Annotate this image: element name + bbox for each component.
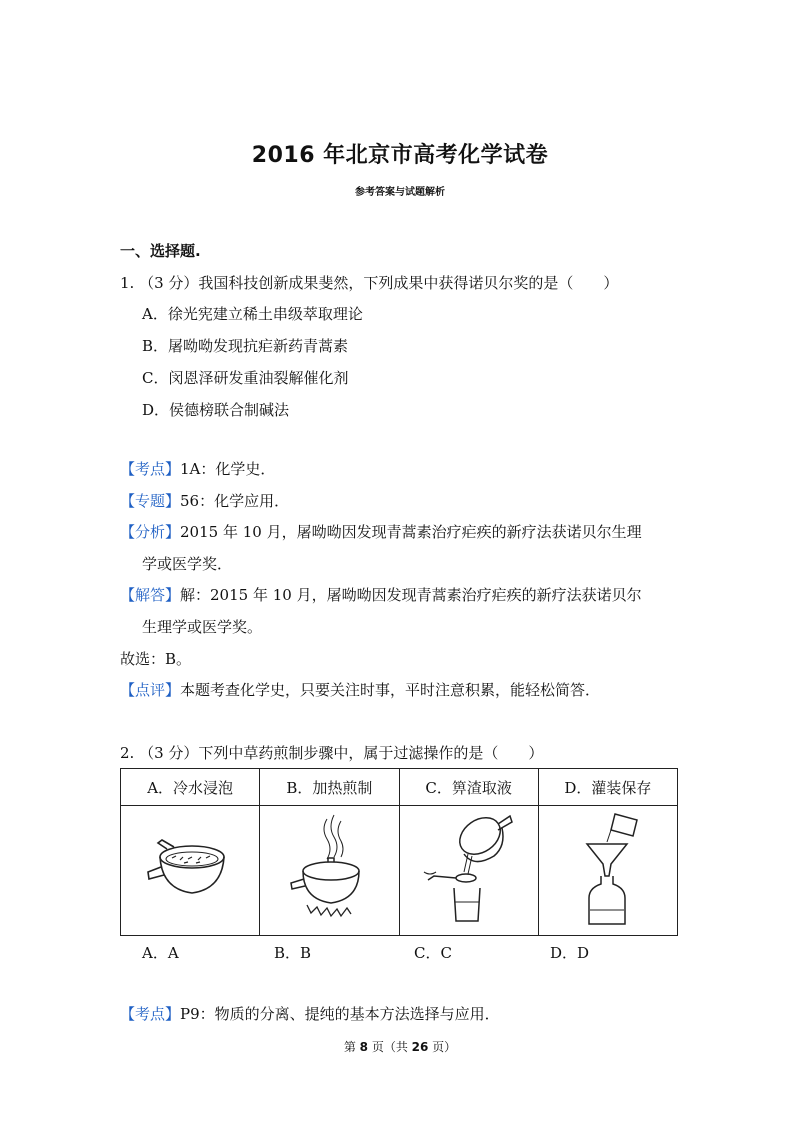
header-cell-c: C．箅渣取液 [399,769,538,806]
header-cell-d: D．灌装保存 [538,769,677,806]
fenxi-text-line1: 2015 年 10 月，屠呦呦因发现青蒿素治疗疟疾的新疗法获诺贝尔生理 [180,523,642,541]
page-footer [0,1038,800,1055]
image-cell-d [538,806,677,936]
q1-option-b: B．屠呦呦发现抗疟新药青蒿素 [142,337,349,355]
q2-option-a: A．A [142,944,179,962]
q1-option-a: A．徐光宪建立稀土串级萃取理论 [142,305,363,323]
zhuanti-text: 56：化学应用． [180,492,290,510]
page-title: 2016 年北京市高考化学试卷 [251,143,549,168]
boiling-pot-illustration [279,809,379,929]
zhuanti-tag: 【专题】 [120,492,181,510]
header-cell-b: B．加热煎制 [260,769,399,806]
q2-kaodian [120,1003,500,1024]
q2-option-d: D．D [550,944,590,962]
q1-stem: 1. （3 分）我国科技创新成果斐然，下列成果中获得诺贝尔奖的是（ ） [120,274,619,292]
soaking-pot-illustration [140,819,240,919]
jieda-tag: 【解答】 [120,586,181,604]
q1-option-d: D．侯德榜联合制碱法 [142,401,290,419]
jieda-text-line2: 生理学或医学奖。 [142,618,263,636]
footer-mid: 页（共 [368,1040,412,1054]
image-cell-c [399,806,538,936]
kaodian-text: 1A：化学史． [180,460,276,478]
q2-stem: 2. （3 分）下列中草药煎制步骤中，属于过滤操作的是（ ） [120,744,544,762]
q2-options-table [120,768,678,936]
page-subtitle: 参考答案与试题解析 [355,187,445,198]
footer-post: 页） [428,1040,457,1054]
kaodian-tag: 【考点】 [120,460,181,478]
q1-jieda [120,584,642,605]
q2-option-c: C．C [414,944,452,962]
image-cell-a [121,806,260,936]
q2-option-b: B．B [274,944,312,962]
fenxi-text-line2: 学或医学奖． [142,555,233,573]
footer-total-pages: 26 [411,1040,429,1054]
q2-kaodian-tag: 【考点】 [120,1005,181,1023]
q1-kaodian [120,458,275,479]
image-cell-b [260,806,399,936]
q1-dianping [120,679,600,700]
bottling-illustration [563,806,653,931]
footer-pre: 第 [343,1040,360,1054]
dianping-text: 本题考查化学史，只要关注时事，平时注意积累，能轻松简答． [180,681,601,699]
straining-illustration [414,806,524,931]
q1-zhuanti [120,490,289,511]
q1-option-c: C．闵恩泽研发重油裂解催化剂 [142,369,349,387]
q1-fenxi [120,521,642,542]
footer-page-number: 8 [359,1040,368,1054]
q2-kaodian-text: P9：物质的分离、提纯的基本方法选择与应用． [180,1005,500,1023]
section-heading: 一、选择题. [120,242,201,260]
jieda-text-line1: 解：2015 年 10 月，屠呦呦因发现青蒿素治疗疟疾的新疗法获诺贝尔 [180,586,642,604]
dianping-tag: 【点评】 [120,681,181,699]
fenxi-tag: 【分析】 [120,523,181,541]
header-cell-a: A．冷水浸泡 [121,769,260,806]
q1-answer: 故选：B。 [120,650,192,668]
